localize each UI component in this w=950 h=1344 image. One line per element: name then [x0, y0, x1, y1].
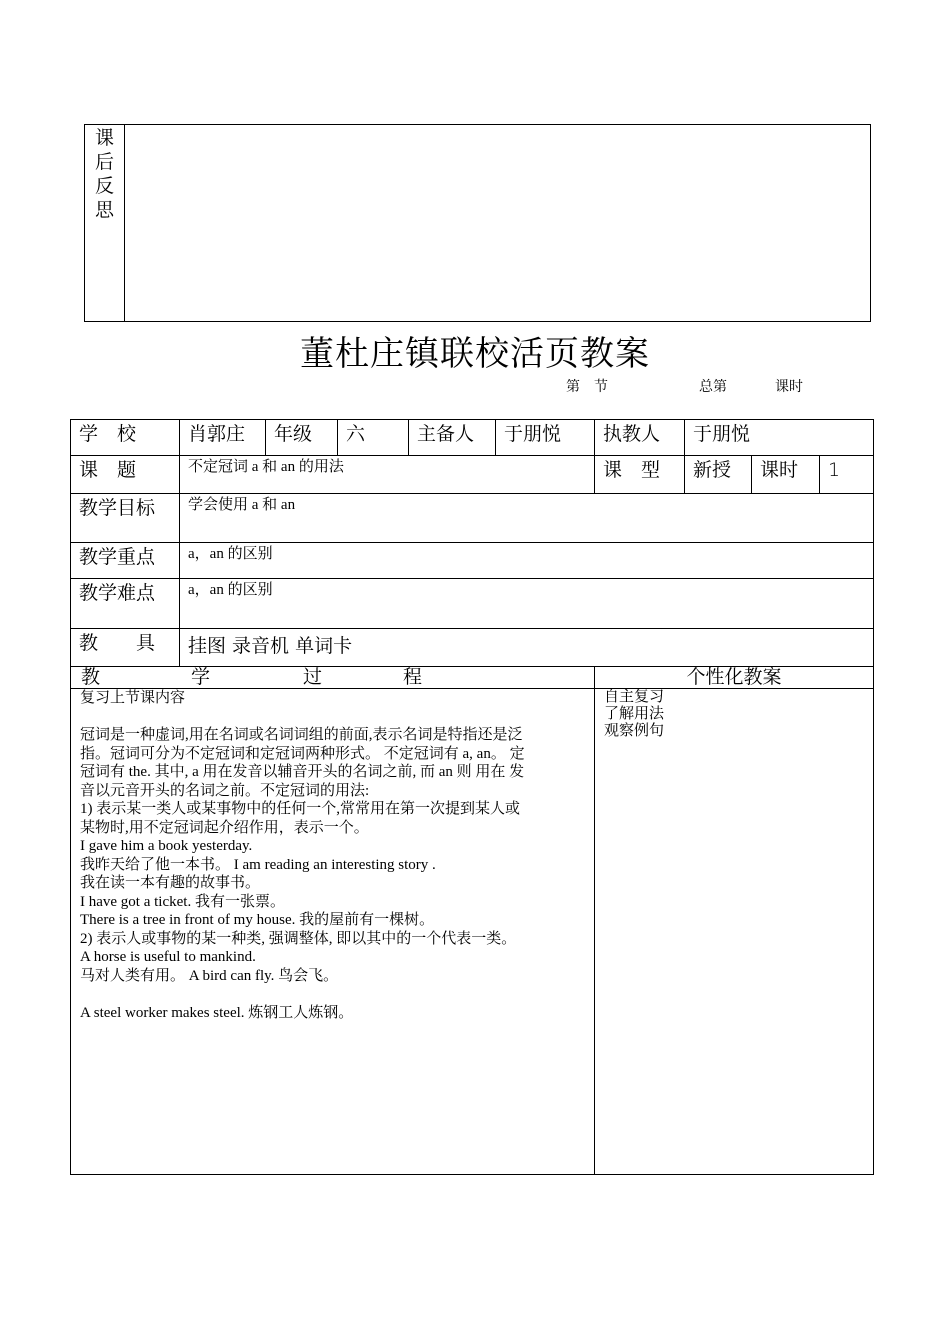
process-content: [71, 689, 594, 1022]
key-value: a，an 的区别: [188, 546, 273, 562]
side-line: 了解用法: [604, 706, 665, 722]
content-line: A steel worker makes steel. 炼钢工人炼钢。: [80, 1004, 354, 1021]
goal-label: 教学目标: [79, 497, 156, 519]
reflection-label: [85, 125, 125, 321]
teacher-label: 执教人: [603, 423, 661, 445]
side-line: 自主复习: [604, 689, 665, 705]
content-line: 音以元音开头的名词之前。不定冠词的用法:: [80, 782, 370, 799]
content-line: 冠词有 the. 其中, a 用在发音以辅音开头的名词之前, 而 an 则 用在 发: [80, 764, 525, 780]
tools-value: 挂图 录音机 单词卡: [188, 635, 353, 657]
info-row-topic: [71, 456, 874, 494]
difficulty-value: a，an 的区别: [188, 582, 273, 598]
reflection-char: 课: [95, 127, 115, 149]
key-label: 教学重点: [79, 546, 156, 568]
process-body-row: [71, 689, 874, 1175]
content-line: 复习上节课内容: [80, 690, 186, 706]
content-line: 我昨天给了他一本书。 I am reading an interesting story .: [80, 856, 436, 873]
reflection-char: 思: [95, 199, 115, 221]
info-row-key: [71, 543, 874, 579]
process-header-row: [71, 667, 874, 689]
document-title: 董杜庄镇联校活页教案: [300, 334, 650, 374]
process-header-char: 程: [403, 666, 423, 688]
process-header-char: 教: [81, 666, 101, 688]
content-line: [80, 708, 584, 727]
content-line: 某物时,用不定冠词起介绍作用，表示一个。: [80, 819, 369, 836]
info-row-difficulty: [71, 579, 874, 629]
content-line: [80, 985, 584, 1004]
topic-value: 不定冠词 a 和 an 的用法: [188, 459, 344, 475]
content-line: A horse is useful to mankind.: [80, 949, 256, 965]
section-label: 第 节: [566, 379, 608, 395]
side-line: 观察例句: [604, 723, 665, 739]
reflection-char: 反: [95, 175, 115, 197]
info-row-goal: [71, 494, 874, 543]
school-label: 学 校: [79, 423, 137, 445]
content-line: There is a tree in front of my house. 我的屋前有一棵树。: [80, 912, 435, 928]
content-line: I have got a ticket. 我有一张票。: [80, 893, 285, 910]
topic-label: 课 题: [79, 459, 137, 481]
process-header-char: 学: [191, 666, 211, 688]
type-label: 课 型: [603, 459, 661, 481]
type-value: 新授: [693, 459, 732, 481]
reflection-box: [84, 124, 871, 322]
content-line: 指。冠词可分为不定冠词和定冠词两种形式。 不定冠词有 a, an。 定: [80, 745, 525, 762]
lesson-table: [70, 419, 874, 1175]
content-line: 我在读一本有趣的故事书。: [80, 875, 261, 891]
school-value: 肖郭庄: [188, 423, 246, 445]
grade-label: 年级: [274, 423, 313, 445]
tools-label: 教 具: [79, 632, 156, 654]
preparer-label: 主备人: [417, 423, 475, 445]
personal-plan-header: 个性化教案: [686, 666, 782, 688]
info-row-school: [71, 420, 874, 456]
content-line: 1) 表示某一类人或某事物中的任何一个,常常用在第一次提到某人或: [80, 801, 520, 817]
hours-value: 1: [828, 459, 841, 481]
process-header: [71, 667, 594, 688]
period-label: 课时: [775, 379, 803, 395]
content-line: 冠词是一种虚词,用在名词或名词词组的前面,表示名词是特指还是泛: [80, 727, 523, 743]
total-label: 总第: [699, 379, 727, 395]
reflection-char: 后: [95, 151, 115, 173]
content-line: 2) 表示人或事物的某一种类, 强调整体, 即以其中的一个代表一类。: [80, 930, 517, 947]
preparer-value: 于朋悦: [504, 423, 562, 445]
goal-value: 学会使用 a 和 an: [188, 497, 296, 513]
content-line: I gave him a book yesterday.: [80, 838, 253, 854]
grade-value: 六: [346, 423, 366, 445]
personal-plan-content: [595, 689, 873, 740]
hours-label: 课时: [760, 459, 799, 481]
info-row-tools: [71, 629, 874, 667]
process-header-char: 过: [303, 666, 323, 688]
teacher-value: 于朋悦: [693, 423, 751, 445]
content-line: 马对人类有用。 A bird can fly. 鸟会飞。: [80, 967, 339, 984]
difficulty-label: 教学难点: [79, 582, 156, 604]
